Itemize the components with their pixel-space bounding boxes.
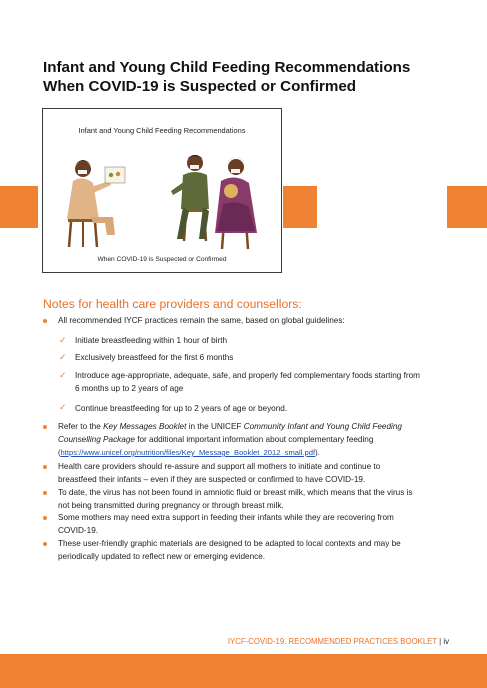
title-line-2: When COVID-19 is Suspected or Confirmed	[43, 78, 357, 95]
figure-bottom-caption: When COVID-19 is Suspected or Confirmed	[97, 256, 227, 263]
man-figure	[171, 155, 209, 241]
checkmark-icon: ✓	[59, 370, 67, 380]
bullet-icon	[43, 425, 47, 429]
figure-top-caption: Infant and Young Child Feeding Recommendations	[78, 126, 246, 135]
bullet-icon	[43, 542, 47, 546]
page-title	[43, 58, 463, 96]
sub-list-item-text: 6 months up to 2 years of age	[75, 384, 184, 393]
footer-caption	[228, 637, 449, 646]
sub-list-item-text: Introduce age-appropriate, adequate, safe, and properly fed complementary foods starting from	[75, 371, 420, 380]
list-item-text: not being transmitted during pregnancy or through breast milk.	[58, 501, 284, 510]
mother-figure	[215, 157, 257, 249]
counsellor-figure	[67, 160, 125, 247]
list-item-text	[58, 434, 373, 447]
package-title: Community Infant and Young Child Feeding	[243, 422, 402, 431]
footer-band	[0, 654, 487, 688]
package-title: Counselling Package	[58, 435, 135, 444]
title-line-1: Infant and Young Child Feeding Recommendations	[43, 59, 411, 76]
checkmark-icon: ✓	[59, 402, 67, 412]
sub-list-item-text: Exclusively breastfeed for the first 6 months	[75, 353, 234, 362]
list-item-text: breastfeed their infants – even if they are suspected or confirmed to have COVID-19.	[58, 475, 366, 484]
list-item-text: COVID-19.	[58, 526, 99, 535]
text-fragment: ).	[315, 448, 320, 457]
list-item-text: To date, the virus has not been found in amniotic fluid or breast milk, which means that the virus is	[58, 488, 413, 497]
accent-bar-right	[447, 186, 487, 228]
text-fragment: for additional important information about complementary feeding	[134, 435, 374, 444]
booklet-title: Key Messages Booklet	[103, 422, 187, 431]
checkmark-icon: ✓	[59, 335, 67, 345]
accent-bar-middle	[283, 186, 317, 228]
notes-heading: Notes for health care providers and counsellors:	[43, 297, 302, 311]
list-item-text: These user-friendly graphic materials are designed to be adapted to local contexts and may be	[58, 539, 401, 548]
list-item-text: periodically updated to reflect new or emerging evidence.	[58, 552, 266, 561]
bullet-icon	[43, 516, 47, 520]
accent-bar-left	[0, 186, 38, 228]
text-fragment: (	[58, 448, 61, 457]
list-item-text: Health care providers should re-assure and support all mothers to initiate and continue to	[58, 462, 381, 471]
list-item-text	[58, 421, 402, 434]
sub-list-item-text: Initiate breastfeeding within 1 hour of birth	[75, 336, 228, 345]
booklet-name: IYCF-COVID-19. RECOMMENDED PRACTICES BOOKLET	[227, 637, 437, 646]
text-fragment: in the UNICEF	[186, 422, 244, 431]
checkmark-icon: ✓	[59, 352, 67, 362]
key-messages-link[interactable]: https://www.unicef.org/nutrition/files/Key_Message_Booklet_2012_small.pdf	[60, 448, 316, 457]
list-item-text	[58, 447, 320, 460]
sub-list-item-text: Continue breastfeeding for up to 2 years of age or beyond.	[75, 404, 288, 413]
list-item-text: Some mothers may need extra support in feeding their infants while they are recovering from	[58, 513, 394, 522]
list-item-text: All recommended IYCF practices remain the same, based on global guidelines:	[58, 316, 345, 325]
bullet-icon	[43, 319, 47, 323]
bullet-icon	[43, 465, 47, 469]
counselling-illustration	[43, 109, 283, 274]
page-number: iv	[443, 637, 449, 646]
bullet-icon	[43, 491, 47, 495]
text-fragment: Refer to the	[58, 422, 104, 431]
footer-separator: |	[439, 637, 442, 646]
illustration-figure	[42, 108, 282, 273]
